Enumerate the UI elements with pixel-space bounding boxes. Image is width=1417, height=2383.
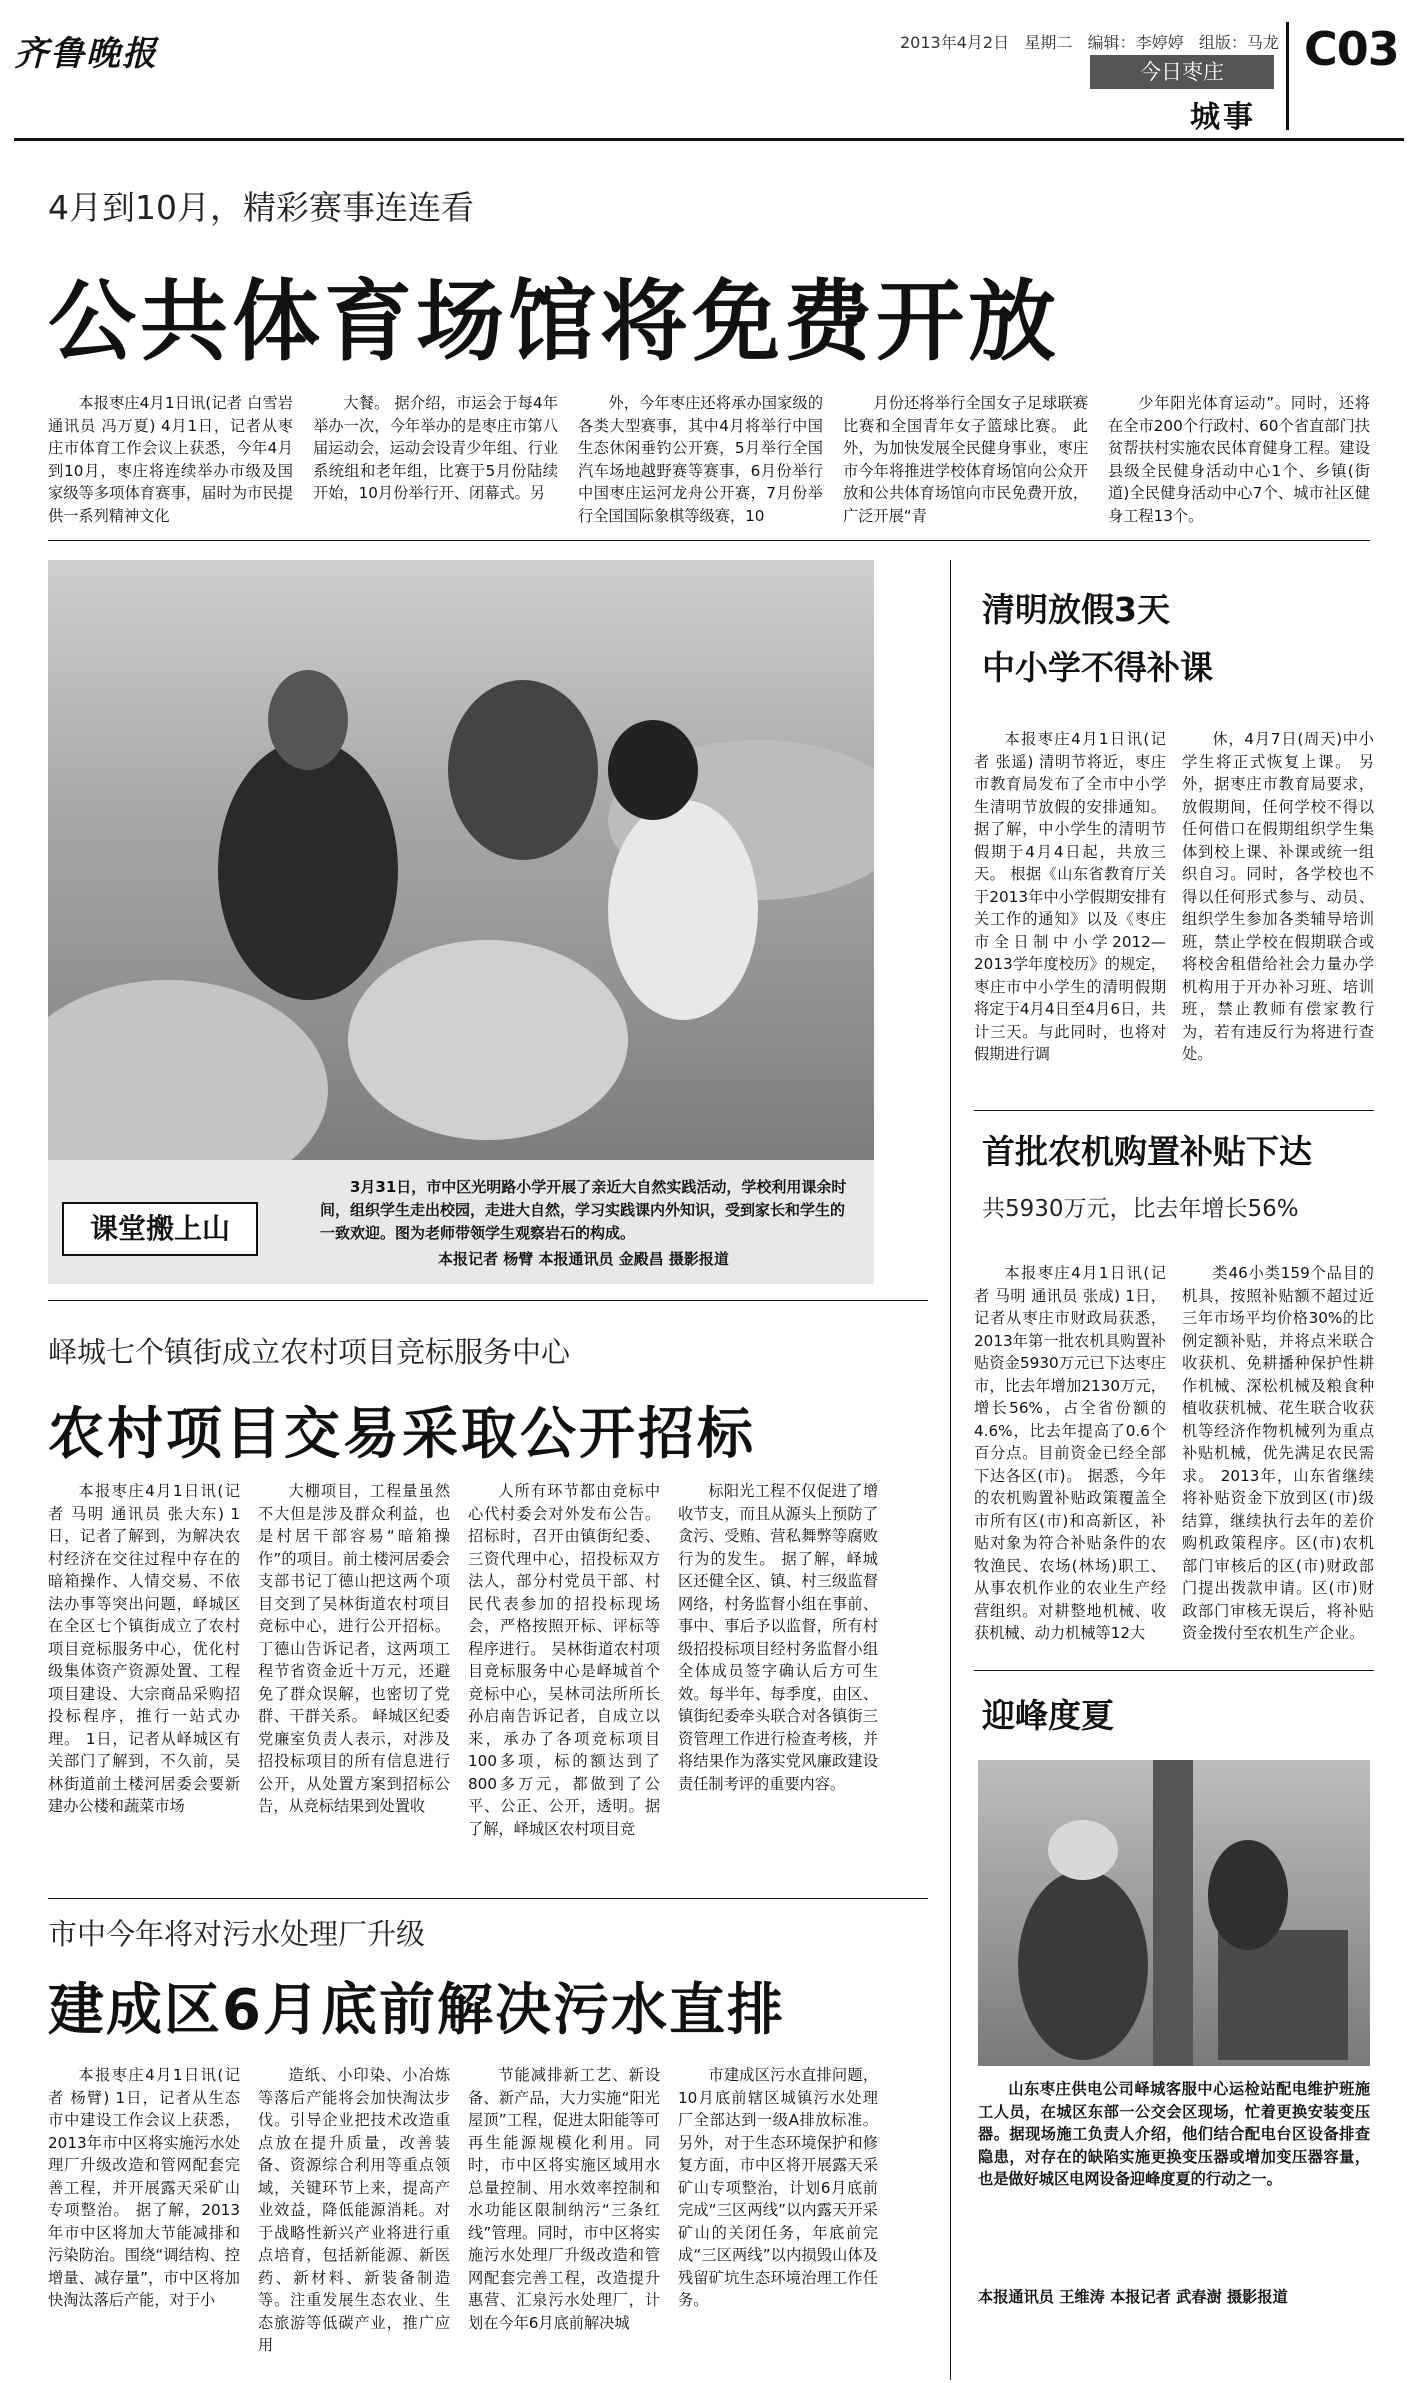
masthead-date	[900, 30, 1279, 53]
photo1-tag: 课堂搬上山	[62, 1202, 258, 1256]
nongji-subtitle: 共5930万元，比去年增长56%	[982, 1196, 1299, 1222]
article2-rule	[48, 1300, 928, 1301]
issue-date: 2013年4月2日	[900, 33, 1010, 52]
section-tag: 今日枣庄	[1090, 55, 1274, 89]
article2-col-4: 标阳光工程不仅促进了增收节支，而且从源头上预防了贪污、受贿、营私舞弊等腐败行为的发生。 据了解，峄城区还健全区、镇、村三级监督网络，村务监督小组在事前、事中、事后予以监督，所有村级招投标项目经村务监督小组全体成员签字确认后方可生效。每半年、每季度，由区、镇街纪委牵头联合对各镇街三资管理工作进行检查考核，并将结果作为落实党风廉政建设责任制考评的重要内容。	[678, 1482, 878, 1793]
layout-credit: 组版：马龙	[1198, 33, 1279, 52]
page-number: C03	[1304, 22, 1399, 76]
masthead-logo: 齐鲁晚报	[14, 34, 158, 74]
student-figure	[448, 680, 598, 860]
worker-figure	[1018, 1870, 1148, 2060]
editor-credit: 编辑：李婷婷	[1087, 33, 1184, 52]
article1-headline: 公共体育场馆将免费开放	[48, 270, 1061, 373]
article2-kicker: 峄城七个镇街成立农村项目竞标服务中心	[48, 1335, 571, 1369]
field-trip-photo	[48, 560, 874, 1160]
nongji-col-1: 本报枣庄4月1日讯(记者 马明 通讯员 张成) 1日，记者从枣庄市财政局获悉，2013年第一批农机具购置补贴资金5930万元已下达枣庄市，比去年增加2130万元，增长56%，占全省份额的4.6%，比去年提高了0.6个百分点。目前资金已经全部下达各区(市)。 据悉，今年的农机购置补贴政策覆盖全市所有区(市)和高新区，补贴对象为符合补贴条件的农牧渔民、农场(林场)职工、从事农机作业的农业生产经营组织。对耕整地机械、收获机械、动力机械等12大	[974, 1264, 1166, 1642]
article2-col-1: 本报枣庄4月1日讯(记者 马明 通讯员 张大东) 1日，记者了解到，为解决农村经济在交往过程中存在的暗箱操作、人情交易、不依法办事等突出问题，峄城区在全区七个镇街成立了农村项目竞标服务中心，优化村级集体资产资源处置、工程项目建设、大宗商品采购招投标程序，推行一站式办理。 1日，记者从峄城区有关部门了解到，不久前，吴林街道前土楼河居委会要新建办公楼和蔬菜市场	[48, 1482, 240, 1815]
qingming-title-1: 清明放假3天	[982, 590, 1170, 629]
masthead-divider-vertical	[1286, 22, 1289, 130]
article1-kicker: 4月到10月，精彩赛事连连看	[48, 188, 474, 227]
transformer-pole	[1153, 1760, 1193, 2066]
photo1-credit: 本报记者 杨臂 本报通讯员 金殿昌 摄影报道	[438, 1250, 729, 1268]
article1-col-5: 少年阳光体育运动”。同时，还将在全市200个行政村、60个省直部门扶贫帮扶村实施农民体育健身工程。建设县级全民健身活动中心1个、乡镇(街道)全民健身活动中心7个、城市社区健身工程13个。	[1108, 394, 1370, 525]
article2-col-2: 大棚项目，工程量虽然不大但是涉及群众利益，也是村居干部容易“暗箱操作”的项目。前土楼河居委会支部书记丁德山把这两个项目交到了吴林街道农村项目竞标中心，进行公开招标。丁德山告诉记者，这两项工程节省资金近十万元，还避免了群众误解，也密切了党群、干群关系。 峄城区纪委党廉室负责人表示，对涉及招投标项目的所有信息进行公开，从处置方案到招标公告，从竞标结果到处置收	[258, 1482, 450, 1815]
article3-headline: 建成区6月底前解决污水直排	[48, 1978, 785, 2043]
article3-kicker: 市中今年将对污水处理厂升级	[48, 1917, 426, 1951]
column-divider	[950, 560, 951, 2380]
teacher-figure	[218, 740, 398, 1000]
yingfeng-caption: 山东枣庄供电公司峄城客服中心运检站配电维护班施工人员，在城区东部一公交会区现场，忙着更换安装变压器。据现场施工负责人介绍，他们结合配电台区设备排查隐患，对存在的缺陷实施更换变压器或增加变压器容量，也是做好城区电网设备迎峰度夏的行动之一。	[978, 2080, 1370, 2188]
article2-col-3: 人所有环节都由竞标中心代村委会对外发布公告。招标时，召开由镇街纪委、三资代理中心，招投标双方法人，部分村党员干部、村民代表参加的招投标现场会，严格按照开标、评标等程序进行。 吴林街道农村项目竞标服务中心是峄城首个竞标中心，吴林司法所所长孙启南告诉记者，自成立以来，承办了各项竞标项目100多项，标的额达到了800多万元，都做到了公平、公正、公开，透明。据了解，峄城区农村项目竞	[468, 1482, 660, 1838]
section-title: 城事	[1190, 100, 1256, 135]
article3-col-2: 造纸、小印染、小冶炼等落后产能将会加快淘汰步伐。引导企业把技术改造重点放在提升质量，改善装备、资源综合利用等重点领域，关键环节上来，提高产业效益，降低能源消耗。对于战略性新兴产业将进行重点培育，包括新能源、新医药、新材料、新装备制造等。注重发展生态农业、生态旅游等低碳产业，推广应用	[258, 2066, 450, 2354]
article1-col-1: 本报枣庄4月1日讯(记者 白雪岩 通讯员 冯万夏) 4月1日，记者从枣庄市体育工作会议上获悉，今年4月到10月，枣庄将连续举办市级及国家级等多项体育赛事，届时为市民提供一系列精神文化	[48, 394, 293, 525]
masthead-rule	[14, 138, 1404, 141]
article3-col-3: 节能减排新工艺、新设备、新产品，大力实施“阳光屋顶”工程，促进太阳能等可再生能源规模化利用。同时，市中区将实施区域用水总量控制、用水效率控制和水功能区限制纳污“三条红线”管理。同时，市中区将实施污水处理厂升级改造和管网配套完善工程，改造提升惠营、汇泉污水处理厂，计划在今年6月底前解决城	[468, 2066, 660, 2332]
power-workers-photo	[978, 1760, 1370, 2066]
photo1-caption: 3月31日，市中区光明路小学开展了亲近大自然实践活动，学校利用课余时间，组织学生走出校园，走进大自然，学习实践课内外知识，受到家长和学生的一致欢迎。图为老师带领学生观察岩石的构成。	[320, 1178, 847, 1242]
worker-figure	[1208, 1840, 1288, 1950]
qingming-rule	[974, 1110, 1374, 1111]
qingming-title-2: 中小学不得补课	[982, 648, 1213, 687]
qingming-col-1: 本报枣庄4月1日讯(记者 张遥) 清明节将近，枣庄市教育局发布了全市中小学生清明节放假的安排通知。据了解，中小学生的清明节假期于4月4日起，共放三天。 根据《山东省教育厅关于2013年中小学假期安排有关工作的通知》以及《枣庄市全日制中小学2012—2013学年度校历》的规定，枣庄市中小学生的清明假期将定于4月4日至4月6日，共计三天。与此同时，也将对假期进行调	[974, 730, 1166, 1063]
nongji-rule	[974, 1670, 1374, 1671]
article1-col-3: 外，今年枣庄还将承办国家级的各类大型赛事，其中4月将举行中国生态休闲垂钓公开赛，5月举行全国汽车场地越野赛等赛事，6月份举行中国枣庄运河龙舟公开赛，7月份举行全国国际象棋等级赛，10	[578, 394, 823, 525]
transformer-body	[1218, 1930, 1348, 2060]
article1-rule	[48, 540, 1370, 541]
worker-helmet	[1048, 1820, 1118, 1880]
yingfeng-title: 迎峰度夏	[982, 1696, 1114, 1735]
article3-col-4: 市建成区污水直排问题，10月底前辖区城镇污水处理厂全部达到一级A排放标准。 另外，对于生态环境保护和修复方面，市中区将开展露天采矿山专项整治，计划6月底前完成“三区两线”以内露天开采矿山的关闭任务，年底前完成“三区两线”以内损毁山体及残留矿坑生态环境治理工作任务。	[678, 2066, 878, 2309]
qingming-col-2: 休，4月7日(周天)中小学生将正式恢复上课。 另外，据枣庄市教育局要求，放假期间，任何学校不得以任何借口在假期组织学生集体到校上课、补课或统一组织自习。同时，各学校也不得以任何形式参与、动员、组织学生参加各类辅导培训班，禁止学校在假期联合或将校舍租借给社会力量办学机构用于开办补习班、培训班，禁止教师有偿家教行为，若有违反行为将进行查处。	[1182, 730, 1374, 1063]
rock-shape	[348, 940, 628, 1140]
child-figure	[608, 800, 758, 1020]
child-head	[608, 720, 698, 820]
teacher-head	[268, 670, 348, 770]
nongji-col-2: 类46小类159个品目的机具，按照补贴额不超过近三年市场平均价格30%的比例定额补贴，并将点米联合收获机、免耕播种保护性耕作机械、深松机械及粮食种植收获机械、花生联合收获机等经济作物机械列为重点补贴机械，优先满足农民需求。 2013年，山东省继续将补贴资金下放到区(市)级结算，继续执行去年的差价购机政策程序。区(市)农机部门审核后的区(市)财政部门提出拨款申请。区(市)财政部门审核无误后，将补贴资金拨付至农机生产企业。	[1182, 1264, 1374, 1642]
article1-col-4: 月份还将举行全国女子足球联赛比赛和全国青年女子篮球比赛。 此外，为加快发展全民健身事业，枣庄市今年将推进学校体育场馆向公众开放和公共体育场馆向市民免费开放，广泛开展“青	[843, 394, 1088, 525]
article2-headline: 农村项目交易采取公开招标	[48, 1402, 756, 1467]
article3-rule	[48, 1898, 928, 1899]
nongji-title: 首批农机购置补贴下达	[982, 1132, 1312, 1171]
yingfeng-credit: 本报通讯员 王维涛 本报记者 武春澍 摄影报道	[978, 2288, 1288, 2306]
rock-shape	[48, 980, 328, 1160]
issue-weekday: 星期二	[1024, 33, 1073, 52]
article1-col-2: 大餐。 据介绍，市运会于每4年举办一次，今年举办的是枣庄市第八届运动会，运动会设青少年组、行业系统组和老年组，比赛于5月份陆续开始，10月份举行开、闭幕式。另	[313, 394, 558, 502]
article3-col-1: 本报枣庄4月1日讯(记者 杨臂) 1日，记者从生态市中建设工作会议上获悉，2013年市中区将实施污水处理厂升级改造和管网配套完善工程，并开展露天采矿山专项整治。 据了解，2013年市中区将加大节能减排和污染防治。围绕“调结构、控增量、减存量”，市中区将加快淘汰落后产能，对于小	[48, 2066, 240, 2309]
